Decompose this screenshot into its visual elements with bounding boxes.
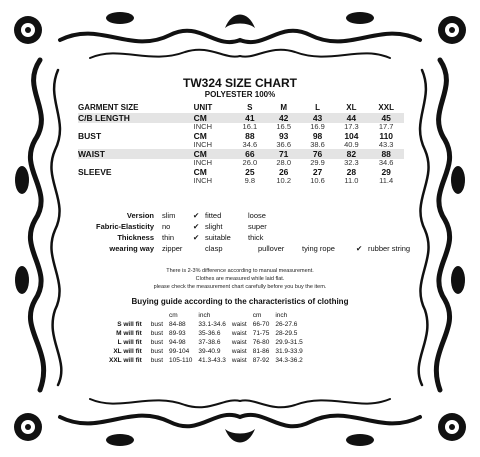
fabric-option-wearing: clasp — [205, 244, 223, 253]
inch-value: 34.6 — [242, 140, 258, 149]
inch-value: 16.1 — [242, 122, 258, 131]
fabric-option-version: fitted — [205, 211, 222, 220]
guide-waist-inch: 28-29.5 — [275, 330, 298, 337]
note-difference: There is 2-3% difference according to manual measurement. — [166, 268, 314, 274]
guide-waist-cm: 66-70 — [252, 321, 270, 328]
guide-row — [106, 320, 306, 329]
cm-value: 26 — [278, 167, 289, 177]
guide-title: Buying guide according to the characteristics of clothing — [131, 297, 349, 306]
check-mark-icon: ✔ — [193, 222, 200, 231]
size-row-inch — [78, 177, 404, 185]
guide-header-cm: cm — [169, 312, 178, 319]
cm-value: 28 — [346, 167, 357, 177]
header-xl: XL — [346, 103, 357, 112]
guide-waist-inch: 29.9-31.5 — [275, 339, 303, 346]
cm-value: 88 — [368, 149, 404, 159]
guide-waist-word: waist — [231, 330, 247, 337]
check-mark-icon: ✔ — [193, 233, 200, 242]
fabric-label-elasticity: Fabric-Elasticity — [96, 222, 154, 231]
fabric-option-thickness: thick — [248, 233, 264, 242]
fabric-label-thickness: Thickness — [117, 233, 154, 242]
cm-value: 45 — [368, 113, 404, 123]
fabric-option-wearing: rubber string — [368, 244, 411, 253]
guide-row — [106, 347, 306, 356]
inch-value: 16.5 — [276, 122, 291, 131]
fabric-option-wearing: tying rope — [302, 244, 335, 253]
guide-waist-inch: 34.3-36.2 — [275, 357, 303, 364]
guide-size-label: L will fit — [117, 339, 142, 346]
inch-value: 40.9 — [344, 140, 359, 149]
guide-waist-cm: 81-86 — [252, 348, 270, 355]
header-garment-size: GARMENT SIZE — [78, 103, 139, 112]
cm-value: 104 — [344, 131, 359, 141]
guide-bust-cm: 105-110 — [169, 357, 193, 364]
measure-name: SLEEVE — [78, 167, 112, 177]
guide-waist-word: waist — [231, 321, 247, 328]
guide-bust-cm: 84-88 — [169, 321, 186, 328]
cm-value: 66 — [233, 149, 267, 159]
check-mark-icon: ✔ — [356, 244, 363, 253]
guide-header-blank — [229, 311, 250, 320]
guide-waist-cm: 87-92 — [252, 357, 270, 364]
inch-value: 10.2 — [276, 176, 291, 185]
unit-cm: CM — [193, 167, 207, 177]
cm-value: 71 — [267, 149, 301, 159]
fabric-option-elasticity: slight — [205, 222, 223, 231]
size-chart-table — [78, 103, 404, 185]
guide-row — [106, 356, 306, 365]
header-m: M — [280, 103, 288, 112]
fabric-option-version: slim — [162, 211, 176, 220]
header-l: L — [315, 103, 320, 112]
note-laid-flat: Clothes are measured while laid flat. — [195, 276, 285, 282]
guide-waist-inch: 26-27.6 — [275, 321, 298, 328]
inch-value: 43.3 — [378, 140, 394, 149]
guide-header-inch: inch — [275, 312, 288, 319]
inch-value: 34.6 — [378, 158, 394, 167]
unit-cm: CM — [192, 113, 233, 123]
unit-cm: CM — [193, 131, 207, 141]
guide-row — [106, 338, 306, 347]
guide-bust-inch: 37-38.6 — [198, 339, 221, 346]
inch-value: 9.8 — [244, 176, 256, 185]
inch-value: 16.9 — [310, 122, 325, 131]
guide-size-label: M will fit — [116, 330, 142, 337]
cm-value: 25 — [245, 167, 255, 177]
guide-waist-word: waist — [231, 339, 247, 346]
inch-value: 28.0 — [276, 158, 291, 167]
inch-value: 17.7 — [378, 122, 394, 131]
guide-bust-word: bust — [150, 330, 164, 337]
measure-name: WAIST — [78, 149, 192, 159]
fabric-option-version: loose — [248, 211, 266, 220]
guide-waist-word: waist — [231, 348, 247, 355]
guide-bust-word: bust — [150, 321, 164, 328]
cm-value: 88 — [245, 131, 255, 141]
inch-value: 38.6 — [310, 140, 325, 149]
note-check-chart: please check the measurement chart carefully before you buy the item. — [153, 284, 327, 290]
fabric-option-thickness: suitable — [205, 233, 231, 242]
unit-inch: INCH — [193, 176, 212, 185]
fabric-option-elasticity: super — [248, 222, 267, 231]
guide-bust-word: bust — [150, 357, 164, 364]
guide-bust-word: bust — [150, 348, 164, 355]
inch-value: 29.9 — [310, 158, 325, 167]
measure-name-blank — [78, 123, 192, 131]
cm-value: 93 — [278, 131, 289, 141]
guide-bust-inch: 35-36.6 — [198, 330, 221, 337]
size-table-body — [78, 113, 404, 185]
size-header-row — [78, 103, 404, 113]
guide-header-inch: inch — [198, 312, 211, 319]
unit-inch: INCH — [193, 140, 212, 149]
cm-value: 42 — [267, 113, 301, 123]
fabric-option-thickness: thin — [162, 233, 175, 242]
header-s: S — [247, 103, 253, 112]
measure-name-blank — [78, 159, 192, 167]
guide-header-blank — [106, 311, 148, 320]
inch-value: 26.0 — [242, 158, 258, 167]
cm-value: 43 — [301, 113, 335, 123]
inch-value: 11.0 — [344, 176, 359, 185]
size-row-inch — [78, 141, 404, 149]
material-label: POLYESTER 100% — [204, 90, 276, 99]
inch-value: 32.3 — [344, 158, 359, 167]
cm-value: 27 — [312, 167, 323, 177]
fabric-option-elasticity: no — [162, 222, 171, 231]
guide-bust-inch: 39-40.9 — [198, 348, 221, 355]
inch-value: 36.6 — [276, 140, 291, 149]
inch-value: 10.6 — [310, 176, 325, 185]
fabric-option-wearing: pullover — [258, 244, 285, 253]
guide-size-label: XXL will fit — [109, 357, 142, 364]
cm-value: 29 — [381, 167, 391, 177]
size-row-inch — [78, 123, 404, 131]
guide-waist-word: waist — [231, 357, 247, 364]
guide-header-row — [106, 311, 306, 320]
guide-size-label: S will fit — [117, 321, 142, 328]
guide-bust-inch: 41.3-43.3 — [198, 357, 226, 364]
check-mark-icon: ✔ — [193, 211, 200, 220]
size-row-inch — [78, 159, 404, 167]
measure-name: BUST — [78, 131, 102, 141]
guide-header-blank — [148, 311, 166, 320]
guide-bust-inch: 33.1-34.6 — [198, 321, 226, 328]
guide-bust-cm: 99-104 — [169, 348, 190, 355]
fabric-option-wearing: zipper — [162, 244, 183, 253]
page-title: TW324 SIZE CHART — [182, 76, 297, 90]
guide-waist-cm: 76-80 — [252, 339, 270, 346]
guide-table-body — [106, 320, 306, 365]
unit-inch: INCH — [193, 122, 212, 131]
cm-value: 76 — [301, 149, 335, 159]
guide-bust-cm: 89-93 — [169, 330, 186, 337]
buying-guide-table — [106, 311, 306, 365]
cm-value: 41 — [233, 113, 267, 123]
guide-bust-word: bust — [150, 339, 164, 346]
guide-row — [106, 329, 306, 338]
guide-waist-cm: 71-75 — [252, 330, 270, 337]
header-unit: UNIT — [193, 103, 213, 112]
unit-cm: CM — [192, 149, 233, 159]
fabric-label-wearing: wearing way — [109, 244, 154, 253]
fabric-label-version: Version — [126, 211, 154, 220]
cm-value: 110 — [379, 131, 394, 141]
measure-name-blank — [78, 141, 192, 149]
guide-waist-inch: 31.9-33.9 — [275, 348, 303, 355]
inch-value: 11.4 — [379, 176, 394, 185]
header-xxl: XXL — [378, 103, 394, 112]
cm-value: 98 — [312, 131, 323, 141]
inch-value: 17.3 — [344, 122, 359, 131]
measure-name-blank — [78, 177, 192, 185]
guide-header-cm: cm — [252, 312, 262, 319]
cm-value: 82 — [334, 149, 368, 159]
guide-bust-cm: 94-98 — [169, 339, 186, 346]
unit-inch: INCH — [193, 158, 212, 167]
guide-size-label: XL will fit — [113, 348, 142, 355]
measure-name: C/B LENGTH — [78, 113, 192, 123]
cm-value: 44 — [334, 113, 368, 123]
